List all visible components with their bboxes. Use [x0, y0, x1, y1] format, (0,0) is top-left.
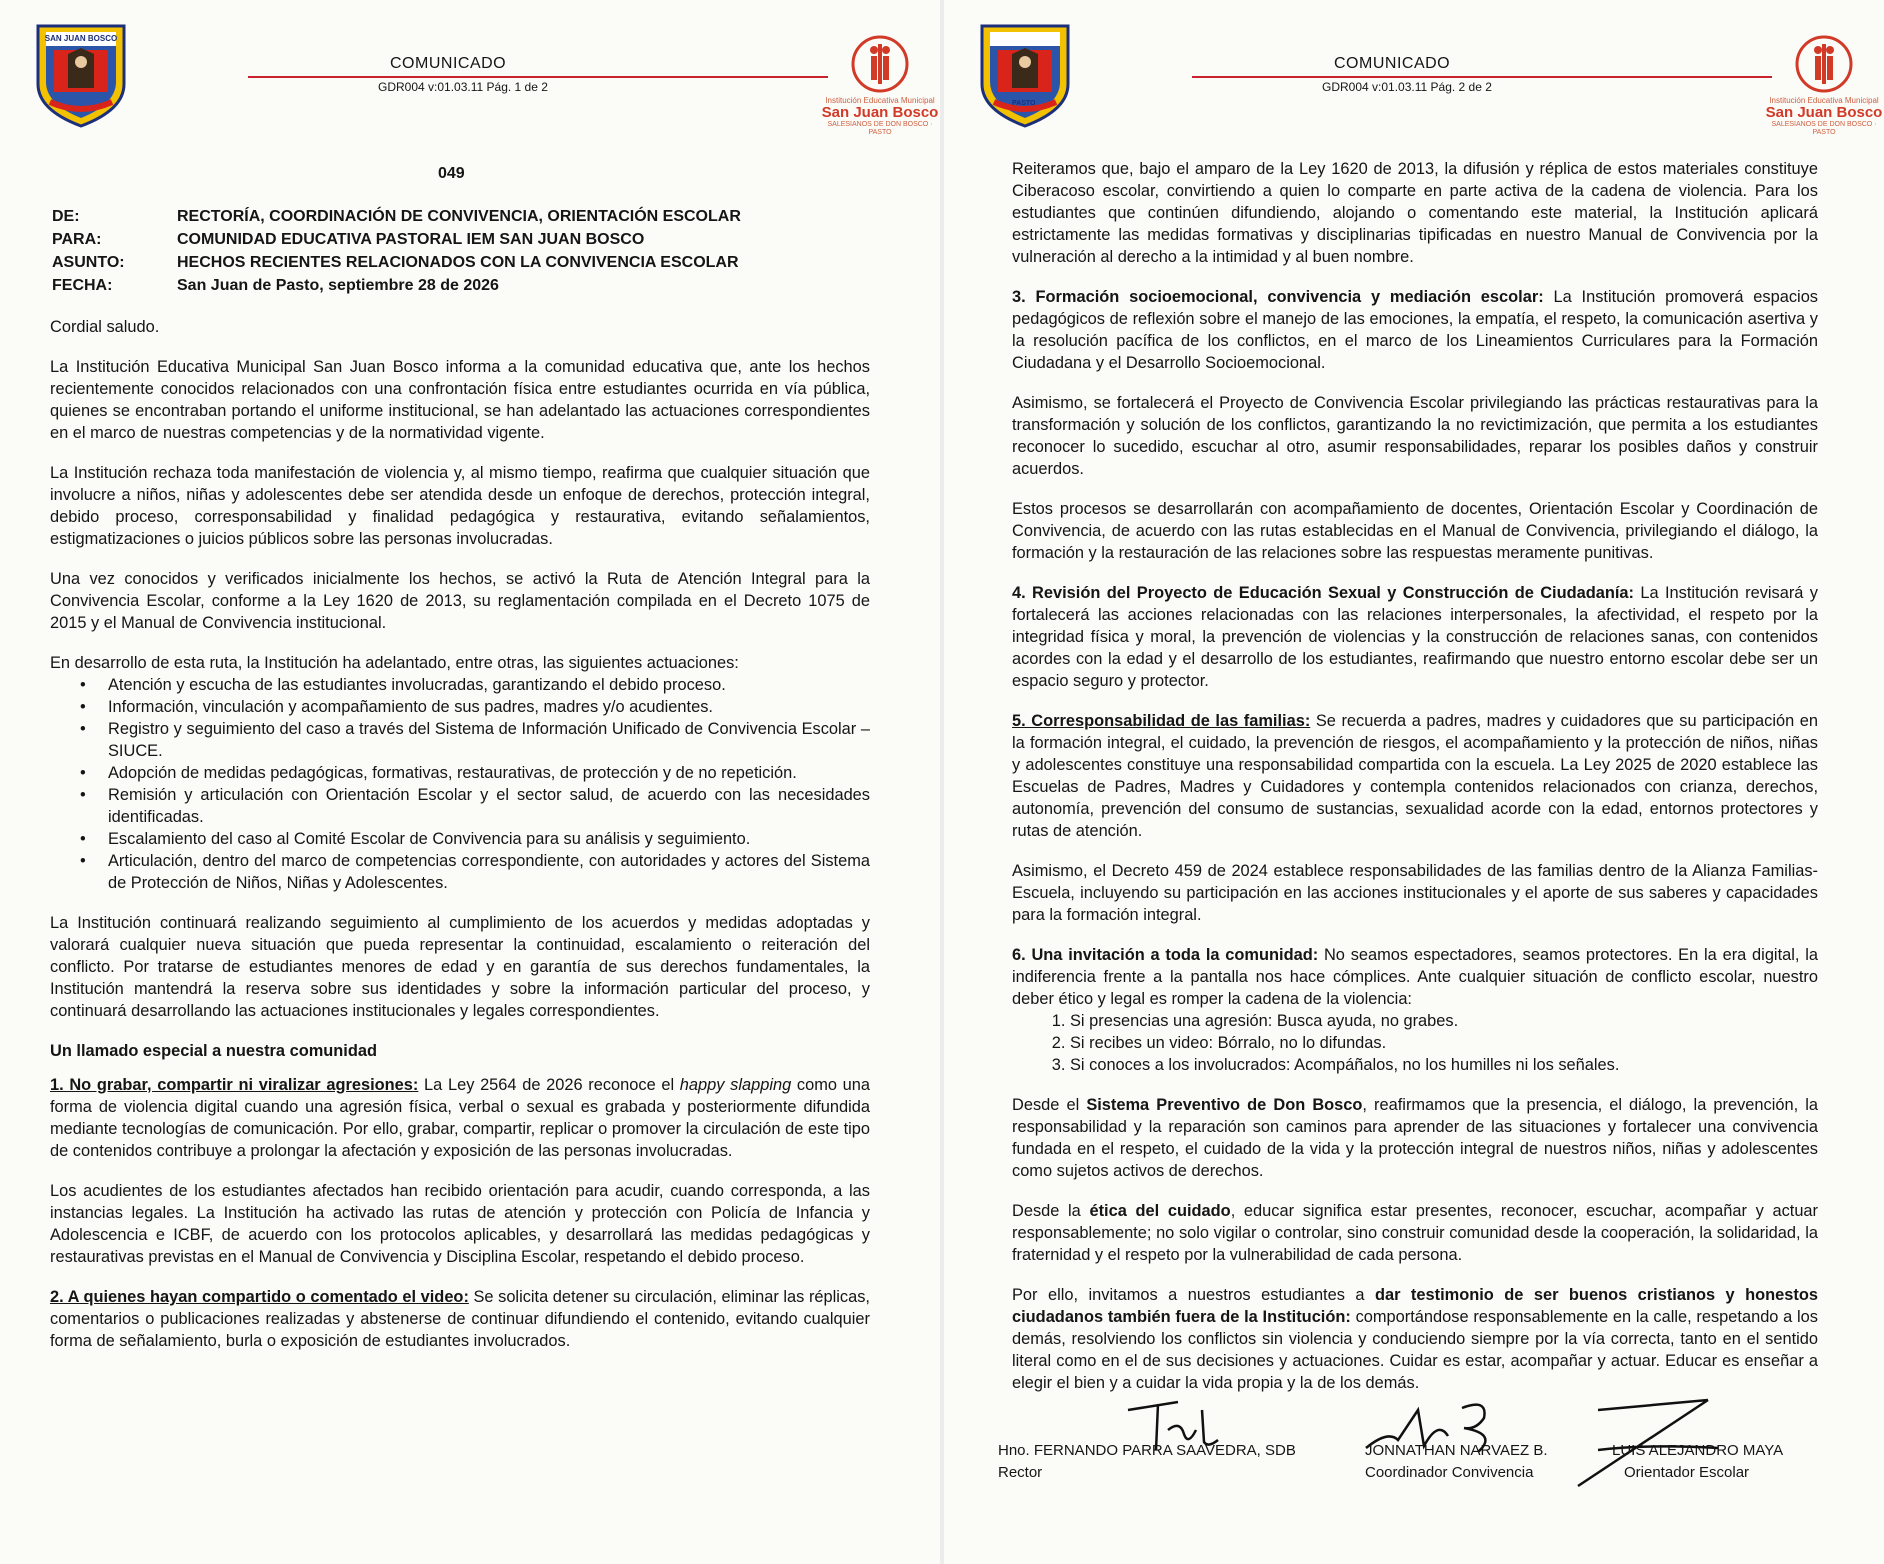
- text: La Institución promoverá espacios pedagógicos de reflexión sobre el manejo de las emociones, la empatía, el respeto, la comunicación asertiva y la resolución pacífica de los conflictos, en el marco de los Lineamientos Curriculares para la Formación Ciudadana y el Desarrollo Socioemocional.: [1012, 288, 1819, 372]
- signature-block: [998, 1440, 1828, 1550]
- text: Desde el: [1012, 1096, 1087, 1114]
- header-divider: [248, 76, 828, 78]
- header-code: GDR004 v:01.03.11 Pág. 1 de 2: [378, 80, 548, 94]
- brand-name: San Juan Bosco: [821, 104, 939, 121]
- section-3: [1012, 286, 1818, 374]
- paragraph: Reiteramos que, bajo el amparo de la Ley 1620 de 2013, la difusión y réplica de estos materiales constituye Ciberacoso escolar, convirtiendo a quien lo comparte en parte activa de la cadena de violencia. Para los estudiantes que continúen difundiendo, alojando o comentando este material, la Institución aplicará estrictamente las medidas formativas y disciplinarias tipificadas en nuestro Manual de Convivencia por la vulneración al derecho a la intimidad y al buen nombre.: [1012, 160, 1818, 266]
- text: Se solicita detener su circulación, eliminar las réplicas, comentarios o publicaciones realizadas y abstenerse de continuar difundiendo el contenido, evitando cualquier forma de señalamiento, burla o exposición de estudiantes involucrados.: [50, 1288, 870, 1350]
- salesian-brand-logo: [1764, 34, 1884, 144]
- section-5: [1012, 710, 1818, 842]
- signature-counselor: [1612, 1440, 1783, 1484]
- text: Por ello, invitamos a nuestros estudiantes a: [1012, 1286, 1375, 1304]
- document-number: 049: [438, 165, 465, 182]
- text-bold: ética del cuidado: [1089, 1202, 1231, 1220]
- signer-role: Orientador Escolar: [1624, 1464, 1750, 1481]
- meta-value: San Juan de Pasto, septiembre 28 de 2026: [177, 277, 499, 294]
- meta-row-para: [52, 228, 741, 251]
- text: , reafirmamos que la presencia, el diálogo, la prevención, la responsabilidad y la reparación son caminos para aprender de las situaciones y fortalecer una convivencia fundada en el respeto, el cuidado de la vida y la protección integral de nuestros niños, niñas y adolescentes como sujetos activos de derechos.: [1012, 1096, 1818, 1180]
- list-item: 2. Si recibes un video: Bórralo, no lo difundas.: [1070, 1032, 1818, 1054]
- paragraph: Asimismo, se fortalecerá el Proyecto de Convivencia Escolar privilegiando las prácticas restaurativas para la transformación y solución de los conflictos, garantizando la no revictimización, que permita a los estudiantes reconocer lo sucedido, escuchar al otro, asumir responsabilidades, reparar los posibles daños y construir acuerdos.: [1012, 394, 1818, 478]
- section-2: [50, 1286, 870, 1352]
- text: , educar significa estar presentes, reconocer, escuchar, acompañar y actuar responsablemente; no solo vigilar o controlar, sino construir comunidad desde la cooperación, la solidaridad, la fraternidad y el respeto por la vulnerabilidad de cada persona.: [1012, 1202, 1819, 1264]
- meta-row-asunto: [52, 251, 741, 274]
- meta-label: ASUNTO:: [52, 254, 125, 271]
- list-item: 1. Si presencias una agresión: Busca ayuda, no grabes.: [1070, 1010, 1818, 1032]
- text-bold: Sistema Preventivo de Don Bosco: [1086, 1096, 1363, 1114]
- section-6: [1012, 944, 1818, 1010]
- section-title: 6. Una invitación a toda la comunidad:: [1012, 946, 1319, 964]
- meta-row-de: [52, 205, 741, 228]
- paragraph: La Institución continuará realizando seguimiento al cumplimiento de los acuerdos y medidas adoptadas y valorará cualquier nueva situación que pueda representar la continuidad, escalamiento o reiteración del conflicto. Por tratarse de estudiantes menores de edad y en garantía de sus derechos fundamentales, la Institución mantendrá la reserva sobre sus identidades y sobre la información particular del proceso, y continuará desarrollando las actuaciones institucionales y legales correspondientes.: [50, 914, 870, 1020]
- signer-name: LUIS ALEJANDRO MAYA: [1612, 1442, 1784, 1459]
- section-1: [50, 1074, 870, 1162]
- brand-sub: SALESIANOS DE DON BOSCO · PASTO: [1771, 121, 1877, 136]
- brand-sub: SALESIANOS DE DON BOSCO · PASTO: [827, 121, 933, 136]
- text: No seamos espectadores, seamos protectores. En la era digital, la indiferencia frente a la pantalla nos hace cómplices. Ante cualquier situación de conflicto escolar, nuestro deber ético y legal es romper la cadena de la violencia:: [1012, 946, 1818, 1008]
- meta-value: COMUNIDAD EDUCATIVA PASTORAL IEM SAN JUAN BOSCO: [177, 231, 645, 248]
- meta-label: FECHA:: [52, 277, 113, 294]
- text: Se recuerda a padres, madres y cuidadores que su participación en la formación integral, el cuidado, la prevención de riesgos, el acompañamiento y la protección de niños, niñas y adolescentes constituye una responsabilidad compartida con la escuela. La Ley 2025 de 2020 establece las Escuelas de Padres, Madres y Cuidadores y contempla contenidos relacionados con crianza, derechos, autonomía, prevención del consumo de sustancias, sexualidad acorde con la edad, entornos protectores y rutas de atención.: [1012, 712, 1819, 840]
- header-title: COMUNICADO: [390, 55, 507, 72]
- text: comportándose responsablemente en la calle, respetando a los demás, resolviendo los conflictos sin violencia y conduciendo siempre por la vía correcta, tanto en el sentido literal como en el de sus decisiones y actuaciones. Cuidar es estar, acompañar y actuar. Educar es enseñar a elegir el bien y a cuidar la vida propia y la de los demás.: [1012, 1308, 1818, 1392]
- paragraph: En desarrollo de esta ruta, la Institución ha adelantado, entre otras, las siguientes actuaciones:: [50, 654, 739, 672]
- list-item: • Registro y seguimiento del caso a través del Sistema de Información Unificado de Convivencia Escolar – SIUCE.: [108, 718, 870, 762]
- list-item: 3. Si conoces a los involucrados: Acompáñalos, no los humilles ni los señales.: [1070, 1054, 1818, 1076]
- paragraph: Los acudientes de los estudiantes afectados han recibido orientación para acudir, cuando corresponda, a las instancias legales. La Institución ha activado las rutas de atención y protección con Policía de Infancia y Adolescencia e ICBF, de acuerdo con los protocolos aplicables, y desarrollará las medidas pedagógicas y restaurativas previstas en el Manual de Convivencia y Disciplina Escolar, respetando el debido proceso.: [50, 1182, 870, 1266]
- list-item: • Articulación, dentro del marco de competencias correspondiente, con autoridades y actores del Sistema de Protección de Niños, Niñas y Adolescentes.: [108, 850, 870, 894]
- school-crest-logo: [972, 18, 1078, 130]
- signer-role: Rector: [998, 1464, 1043, 1481]
- invitation-list: [1012, 1010, 1818, 1076]
- document-page-2: [944, 0, 1884, 1564]
- section-title: 2. A quienes hayan compartido o comentado el video:: [50, 1288, 469, 1306]
- text: La Ley 2564 de 2026 reconoce el: [418, 1076, 680, 1094]
- paragraph: La Institución rechaza toda manifestación de violencia y, al mismo tiempo, reafirma que cualquier situación que involucre a niños, niñas y adolescentes debe ser atendida desde un enfoque de derechos, protección integral, debido proceso, corresponsabilidad y finalidad pedagógica y restaurativa, evitando señalamientos, estigmatizaciones o juicios públicos sobre las personas involucradas.: [50, 464, 870, 548]
- header-title: COMUNICADO: [1334, 55, 1451, 72]
- signature-coordinator: [1365, 1440, 1548, 1484]
- document-page-1: [0, 0, 940, 1564]
- paragraph: La Institución Educativa Municipal San Juan Bosco informa a la comunidad educativa que, ante los hechos recientemente conocidos relacionados con una confrontación física entre estudiantes ocurrida en vía pública, quienes se encontraban portando el uniforme institucional, se han adelantado las actuaciones correspondientes en el marco de nuestras competencias y de la normatividad vigente.: [50, 358, 870, 442]
- list-item: • Escalamiento del caso al Comité Escolar de Convivencia para su análisis y seguimiento.: [108, 828, 870, 850]
- greeting: Cordial saludo.: [50, 318, 160, 336]
- section-title: 4. Revisión del Proyecto de Educación Sexual y Construcción de Ciudadanía:: [1012, 584, 1634, 602]
- header-code: GDR004 v:01.03.11 Pág. 2 de 2: [1322, 80, 1492, 94]
- list-item: • Adopción de medidas pedagógicas, formativas, restaurativas, de protección y de no repetición.: [108, 762, 870, 784]
- text: Desde la: [1012, 1202, 1090, 1220]
- paragraph: [1012, 1200, 1818, 1266]
- crest-text: SAN JUAN BOSCO: [44, 34, 118, 43]
- paragraph: [1012, 1284, 1818, 1394]
- text: La Institución revisará y fortalecerá las acciones relacionadas con las relaciones interpersonales, la afectividad, el respeto por la integridad física y moral, la prevención de violencias y la construcción de relaciones sanas, con contenidos acordes con la edad y el desarrollo de los estudiantes, reafirmando que nuestro entorno escolar debe ser un espacio seguro y protector.: [1012, 584, 1818, 690]
- signature-rector: [998, 1440, 1296, 1484]
- text-emphasis: happy slapping: [679, 1076, 792, 1094]
- header-divider: [1192, 76, 1772, 78]
- page-1-body: [50, 316, 870, 1370]
- section-title: 3. Formación socioemocional, convivencia y mediación escolar:: [1012, 288, 1544, 306]
- paragraph: [1012, 1094, 1818, 1182]
- meta-value: HECHOS RECIENTES RELACIONADOS CON LA CONVIVENCIA ESCOLAR: [177, 254, 739, 271]
- section-title: 1. No grabar, compartir ni viralizar agresiones:: [50, 1076, 419, 1094]
- brand-small-text: Institución Educativa Municipal: [1769, 96, 1879, 105]
- list-item: • Atención y escucha de las estudiantes involucradas, garantizando el debido proceso.: [108, 674, 870, 696]
- brand-small-text: Institución Educativa Municipal: [825, 96, 935, 105]
- text-bold: dar testimonio de ser buenos cristianos y honestos ciudadanos también fuera de la Institución:: [1012, 1286, 1818, 1326]
- paragraph: Una vez conocidos y verificados inicialmente los hechos, se activó la Ruta de Atención Integral para la Convivencia Escolar, conforme a la Ley 1620 de 2013, su reglamentación compilada en el Decreto 1075 de 2015 y el Manual de Convivencia institucional.: [50, 570, 870, 632]
- section-4: [1012, 582, 1818, 692]
- signer-role: Coordinador Convivencia: [1365, 1464, 1534, 1481]
- document-meta: [52, 205, 741, 297]
- paragraph: Asimismo, el Decreto 459 de 2024 establece responsabilidades de las familias dentro de la Alianza Familias-Escuela, incluyendo su participación en las acciones institucionales y el aporte de sus saberes y capacidades para la formación integral.: [1012, 862, 1818, 924]
- meta-row-fecha: [52, 274, 741, 297]
- crest-city: PASTO: [1012, 100, 1036, 107]
- section-title: 5. Corresponsabilidad de las familias:: [1012, 712, 1311, 730]
- brand-name: San Juan Bosco: [1765, 104, 1883, 121]
- text: como una forma de violencia digital cuando una agresión física, verbal o sexual es grabada y posteriormente difundida mediante tecnologías de comunicación. Por ello, grabar, compartir, replicar o promover la circulación de este tipo de contenidos contribuye a prolongar la afectación y exposición de las personas involucradas.: [50, 1076, 870, 1160]
- meta-label: DE:: [52, 208, 80, 225]
- page-2-body: [1012, 158, 1818, 1412]
- list-item: • Información, vinculación y acompañamiento de sus padres, madres y/o acudientes.: [108, 696, 870, 718]
- signer-name: JONNATHAN NARVAEZ B.: [1365, 1442, 1548, 1459]
- salesian-brand-logo: [820, 34, 940, 144]
- section-heading: Un llamado especial a nuestra comunidad: [50, 1042, 377, 1060]
- meta-label: PARA:: [52, 231, 102, 248]
- actions-list: [50, 674, 870, 894]
- signer-name: Hno. FERNANDO PARRA SAAVEDRA, SDB: [998, 1442, 1296, 1459]
- meta-value: RECTORÍA, COORDINACIÓN DE CONVIVENCIA, ORIENTACIÓN ESCOLAR: [177, 208, 741, 225]
- paragraph: Estos procesos se desarrollarán con acompañamiento de docentes, Orientación Escolar y Coordinación de Convivencia, de acuerdo con las rutas establecidas en el Manual de Convivencia, privilegiando el diálogo, la formación y la restauración de las relaciones sobre las respuestas meramente punitivas.: [1012, 500, 1818, 562]
- list-item: • Remisión y articulación con Orientación Escolar y el sector salud, de acuerdo con las necesidades identificadas.: [108, 784, 870, 828]
